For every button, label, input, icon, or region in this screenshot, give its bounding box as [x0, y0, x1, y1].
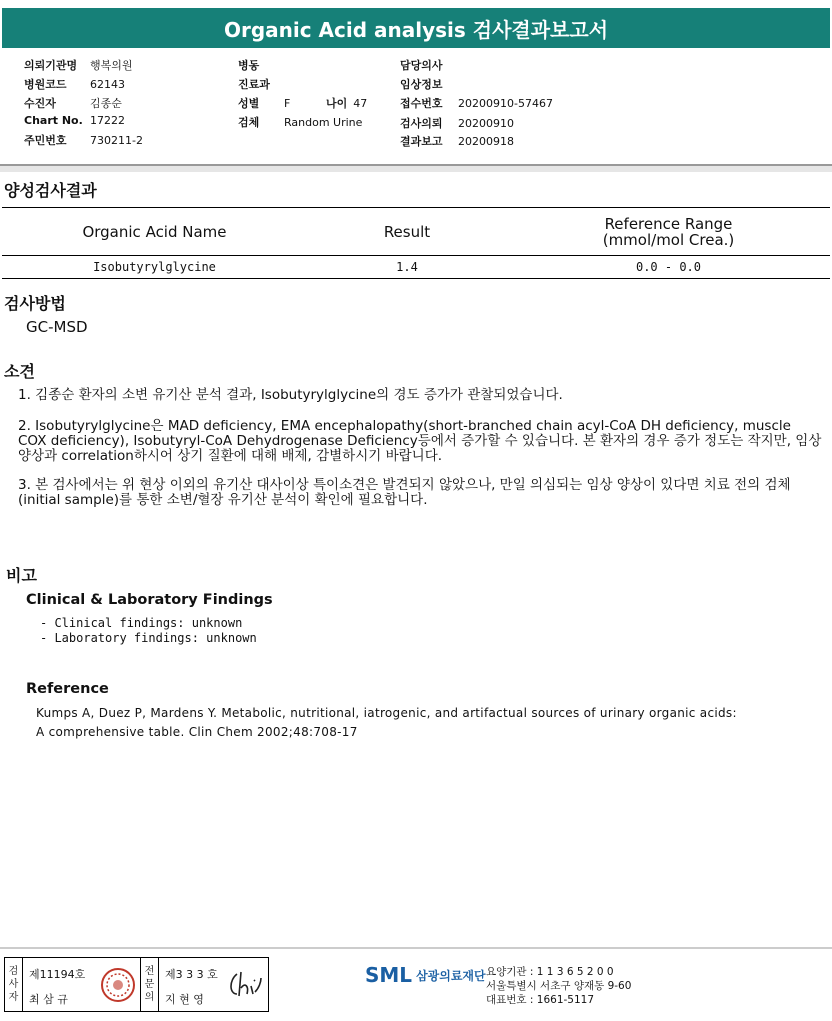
footer-divider — [0, 947, 832, 949]
findings-heading: 소견 — [4, 362, 35, 381]
separator-band — [0, 166, 832, 172]
signature-icon — [225, 968, 263, 1002]
hospital-label: 의뢰기관명 — [24, 59, 78, 72]
inspector-license: 제11194호 — [29, 968, 86, 981]
hospital-code-row — [24, 76, 125, 92]
id-row — [24, 132, 143, 148]
request-label: 검사의뢰 — [400, 117, 443, 130]
hospital-value: 행복의원 — [90, 59, 133, 72]
examinee-row — [24, 95, 122, 111]
specialist-license: 제3 3 3 호 — [165, 968, 218, 981]
hospital-code-label: 병원코드 — [24, 78, 67, 91]
specimen-value: Random Urine — [284, 116, 363, 129]
dept-row — [238, 76, 276, 92]
specialist-role-char: 전 — [144, 966, 155, 977]
finding-item-3: 3. 본 검사에서는 위 현상 이외의 유기산 대사이상 특이소견은 발견되지 않았으나, 만일 의심되는 임상 양상이 있다면 치료 전의 검체 (initial sample)를 통한 소변/혈장 유기산 분석이 확인에 필요합니다. — [18, 477, 791, 508]
ward-label: 병동 — [238, 59, 260, 72]
specialist-role-char: 의 — [144, 992, 155, 1003]
report-title: Organic Acid analysis 검사결과보고서 — [2, 8, 830, 48]
specimen-label: 검체 — [238, 116, 260, 129]
inspector-cell — [23, 958, 141, 1011]
age-value: 47 — [353, 97, 368, 110]
result-table-header — [2, 208, 830, 256]
request-value: 20200910 — [458, 117, 514, 130]
specimen-row — [238, 114, 362, 130]
hospital-code-value: 62143 — [90, 78, 125, 91]
reference-line-1: Kumps A, Duez P, Mardens Y. Metabolic, nutritional, iatrogenic, and artifactual sources of urinary organic acids: — [36, 706, 737, 720]
inspector-role-char: 사 — [8, 979, 19, 990]
chart-label: Chart No. — [24, 114, 83, 127]
sex-value: F — [284, 97, 291, 110]
clinical-info-row — [400, 76, 449, 92]
receipt-label: 접수번호 — [400, 97, 443, 110]
specialist-role-char: 문 — [144, 979, 155, 990]
inspector-role-char: 검 — [8, 966, 19, 977]
remarks-heading: 비고 — [6, 566, 37, 585]
col-range-header — [507, 216, 830, 248]
org-address: 서울특별시 서초구 양재동 9-60 — [486, 980, 632, 992]
chart-row — [24, 114, 125, 127]
reference-line-2: A comprehensive table. Clin Chem 2002;48:708-17 — [36, 725, 358, 739]
col-range-header-line2: (mmol/mol Crea.) — [602, 230, 735, 249]
sml-logo — [365, 963, 486, 987]
id-label: 주민번호 — [24, 134, 67, 147]
clinical-info-label: 임상정보 — [400, 78, 443, 91]
finding-item-1: 1. 김종순 환자의 소변 유기산 분석 결과, Isobutyrylglycine의 경도 증가가 관찰되었습니다. — [18, 387, 563, 403]
age-label: 나이 — [326, 97, 348, 110]
result-date-value: 20200918 — [458, 135, 514, 148]
reference-title: Reference — [26, 681, 109, 697]
org-phone: 대표번호 : 1661-5117 — [486, 994, 595, 1006]
list-item: - Laboratory findings: unknown — [40, 631, 257, 645]
table-row — [2, 256, 830, 278]
col-range-header-line1: Reference Range — [604, 214, 733, 233]
seal-icon — [99, 966, 137, 1004]
row-result: 1.4 — [396, 260, 418, 274]
specialist-name: 지 현 영 — [165, 993, 204, 1006]
col-result-header: Result — [383, 222, 431, 241]
method-value: GC-MSD — [26, 318, 88, 336]
row-range: 0.0 - 0.0 — [635, 260, 702, 274]
dept-label: 진료과 — [238, 78, 270, 91]
doctor-row — [400, 57, 449, 73]
method-heading: 검사방법 — [4, 294, 66, 313]
result-table — [2, 207, 830, 279]
result-date-row — [400, 133, 514, 149]
receipt-row — [400, 95, 553, 111]
col-name-header: Organic Acid Name — [82, 222, 227, 241]
clinical-findings-title: Clinical & Laboratory Findings — [26, 592, 273, 608]
row-acid-name: Isobutyrylglycine — [93, 260, 216, 274]
sml-org-name: 삼광의료재단 — [416, 968, 486, 983]
finding-item-2: 2. Isobutyrylglycine은 MAD deficiency, EMA encephalopathy(short-branched chain acyl-CoA DH deficiency, muscle COX deficiency), Isobutyryl-CoA Dehydrogenase Deficiency등에서 증가할 수 있습니다. 본 환자의 경우 증가 정도는 작지만, 임상 양상과 correlation하시어 상기 질환에 대해 배제, 감별하시기 바랍니다. — [18, 418, 822, 464]
result-date-label: 결과보고 — [400, 135, 443, 148]
signature-box — [4, 957, 269, 1012]
doctor-label: 담당의사 — [400, 59, 443, 72]
sml-logo-mark: SML — [365, 963, 413, 987]
chart-value: 17222 — [90, 114, 125, 127]
examinee-value: 김종순 — [90, 97, 122, 110]
examinee-label: 수진자 — [24, 97, 56, 110]
inspector-role — [5, 958, 23, 1011]
receipt-value: 20200910-57467 — [458, 97, 553, 110]
inspector-role-char: 자 — [8, 992, 19, 1003]
patient-info-panel — [0, 52, 832, 166]
specialist-role — [141, 958, 159, 1011]
hospital-row — [24, 57, 133, 73]
org-info — [486, 965, 631, 1007]
list-item: - Clinical findings: unknown — [40, 616, 243, 630]
sex-label: 성별 — [238, 97, 260, 110]
request-row — [400, 115, 514, 131]
org-code: 요양기관 : 1 1 3 6 5 2 0 0 — [486, 966, 614, 978]
id-value: 730211-2 — [90, 134, 143, 147]
inspector-name: 최 삼 규 — [29, 993, 68, 1006]
ward-row — [238, 57, 265, 73]
specialist-cell — [159, 958, 268, 1011]
sex-age-row — [238, 95, 367, 111]
positive-heading: 양성검사결과 — [4, 181, 97, 200]
